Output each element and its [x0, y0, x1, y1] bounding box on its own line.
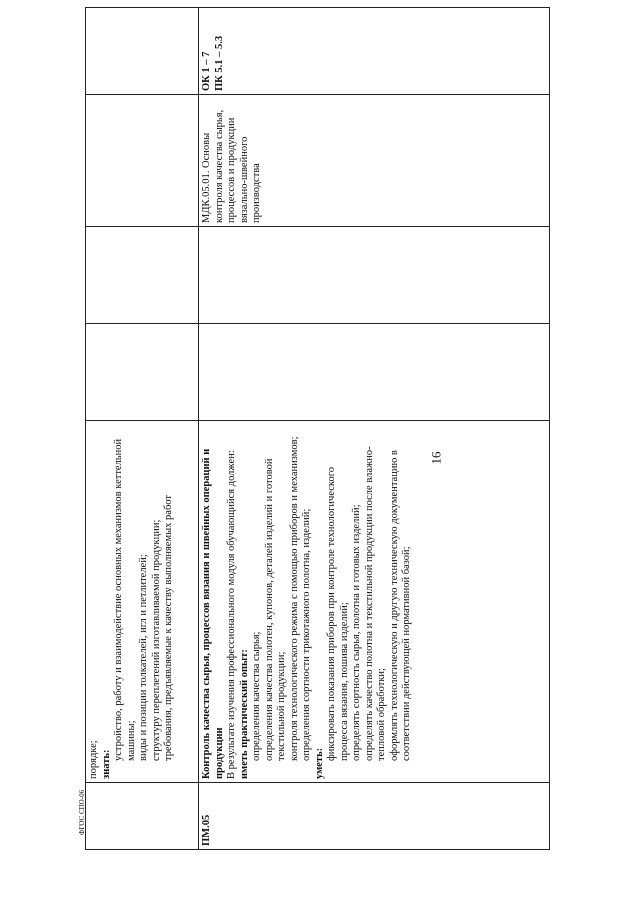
mdk-cell — [199, 95, 550, 227]
skills-label: уметь: — [313, 747, 325, 779]
text-line: порядке; — [88, 740, 99, 779]
competency-pk: ПК 5.1 – 5.3 — [213, 35, 225, 91]
table-row — [86, 8, 199, 850]
competency-ok: ОК 1 – 7 — [201, 51, 212, 91]
curriculum-table — [85, 7, 550, 850]
rotated-table-container — [85, 35, 550, 850]
list-item: контроля технологического режима с помощью приборов и механизмов; — [288, 436, 300, 761]
empty-cell — [199, 324, 550, 421]
module-code: ПМ.05 — [199, 783, 550, 850]
empty-cell — [199, 227, 550, 324]
list-item: оформлять технологическую и другую техническую документацию в соответствии действующей нормативной базой; — [388, 450, 412, 761]
empty-cell — [86, 324, 199, 421]
practice-label: иметь практический опыт: — [238, 649, 250, 779]
list-item: фиксировать показания приборов при контроле технологического процесса вязания, пошива изделий; — [326, 466, 350, 761]
content-cell — [199, 421, 550, 783]
list-item: определять качество полотна и текстильной продукции после влажно-тепловой обработки; — [363, 446, 387, 761]
footer-wrap — [78, 789, 108, 865]
empty-cell — [86, 8, 199, 95]
empty-cell — [86, 227, 199, 324]
list-item: требования, предъявляемые к качеству выполняемых работ — [163, 495, 174, 761]
mdk-text: МДК.05.01. Основы контроля качества сырья, процессов и продукции вязально-швейного производства — [201, 109, 262, 223]
list-item: структуру переплетений изготавливаемой продукции; — [150, 519, 162, 761]
content-cell — [86, 421, 199, 783]
list-item: определения качества полотен, купонов, деталей изделий и готовой текстильной продукции; — [263, 458, 287, 761]
know-label: знать: — [100, 749, 112, 779]
footer-text: ФГОС СПО-06 — [78, 789, 86, 835]
list-item: определения сортности трикотажного полотна, изделий; — [301, 508, 312, 761]
table-row — [199, 8, 550, 850]
list-item: определять сортность сырья, полотна и готовых изделий; — [351, 504, 362, 761]
list-item: виды и позиции толкателей, игл и петлителей; — [138, 554, 149, 761]
list-item: устройство, работу и взаимодействие основных механизмов кеттельной машины; — [113, 438, 137, 761]
competencies-cell — [199, 8, 550, 95]
list-item: определения качества сырья; — [251, 631, 262, 761]
page-number: 16 — [428, 451, 444, 465]
empty-cell — [86, 95, 199, 227]
module-title: Контроль качества сырья, процессов вязания и швейных операций и продукции — [201, 448, 225, 779]
intro-text: В результате изучения профессионального модуля обучающийся должен: — [226, 450, 237, 779]
